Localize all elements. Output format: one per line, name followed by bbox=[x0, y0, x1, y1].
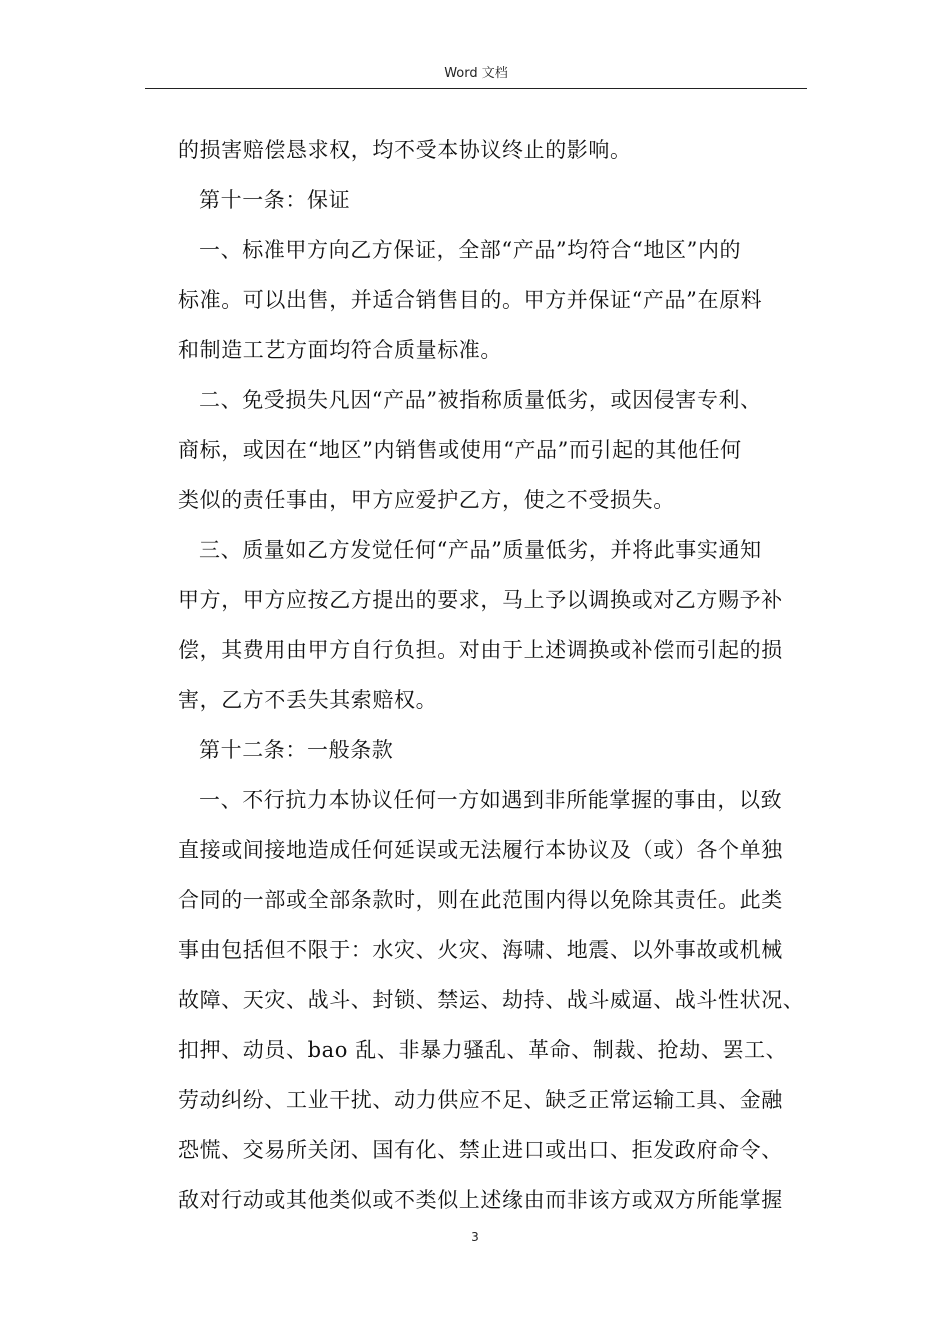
document-body bbox=[178, 125, 818, 1225]
paragraph-line: 直接或间接地造成任何延误或无法履行本协议及（或）各个单独 bbox=[178, 838, 783, 862]
paragraph-line: 劳动纠纷、工业干扰、动力供应不足、缺乏正常运输工具、金融 bbox=[178, 1088, 783, 1112]
paragraph-line: 敌对行动或其他类似或不类似上述缘由而非该方或双方所能掌握 bbox=[178, 1188, 783, 1212]
paragraph-line: 类似的责任事由，甲方应爱护乙方，使之不受损失。 bbox=[178, 488, 675, 512]
page-header bbox=[145, 64, 807, 89]
paragraph-line: 三、质量如乙方发觉任何“产品”质量低劣，并将此事实通知 bbox=[199, 538, 762, 562]
paragraph-line: 事由包括但不限于：水灾、火灾、海啸、地震、以外事故或机械 bbox=[178, 938, 783, 962]
paragraph-line: 一、不行抗力本协议任何一方如遇到非所能掌握的事由，以致 bbox=[199, 788, 783, 812]
section-heading: 第十一条：保证 bbox=[199, 188, 351, 212]
page-number: 3 bbox=[471, 1230, 479, 1244]
paragraph-line: 故障、天灾、战斗、封锁、禁运、劫持、战斗威逼、战斗性状况、 bbox=[178, 988, 805, 1012]
paragraph-line: 一、标准甲方向乙方保证，全部“产品”均符合“地区”内的 bbox=[199, 238, 742, 262]
paragraph-line: 和制造工艺方面均符合质量标准。 bbox=[178, 338, 502, 362]
paragraph-line: 害，乙方不丢失其索赔权。 bbox=[178, 688, 438, 712]
paragraph-line: 扣押、动员、bao 乱、非暴力骚乱、革命、制裁、抢劫、罢工、 bbox=[178, 1038, 788, 1062]
header-title: Word 文档 bbox=[444, 66, 508, 81]
paragraph-line: 偿，其费用由甲方自行负担。对由于上述调换或补偿而引起的损 bbox=[178, 638, 783, 662]
paragraph-line: 合同的一部或全部条款时，则在此范围内得以免除其责任。此类 bbox=[178, 888, 783, 912]
paragraph-line: 的损害赔偿恳求权，均不受本协议终止的影响。 bbox=[178, 138, 632, 162]
paragraph-line: 商标，或因在“地区”内销售或使用“产品”而引起的其他任何 bbox=[178, 438, 742, 462]
paragraph-line: 二、免受损失凡因“产品”被指称质量低劣，或因侵害专利、 bbox=[199, 388, 762, 412]
paragraph-line: 恐慌、交易所关闭、国有化、禁止进口或出口、拒发政府命令、 bbox=[178, 1138, 783, 1162]
paragraph-line: 甲方，甲方应按乙方提出的要求，马上予以调换或对乙方赐予补 bbox=[178, 588, 783, 612]
paragraph-line: 标准。可以出售，并适合销售目的。甲方并保证“产品”在原料 bbox=[178, 288, 763, 312]
section-heading: 第十二条：一般条款 bbox=[199, 738, 394, 762]
